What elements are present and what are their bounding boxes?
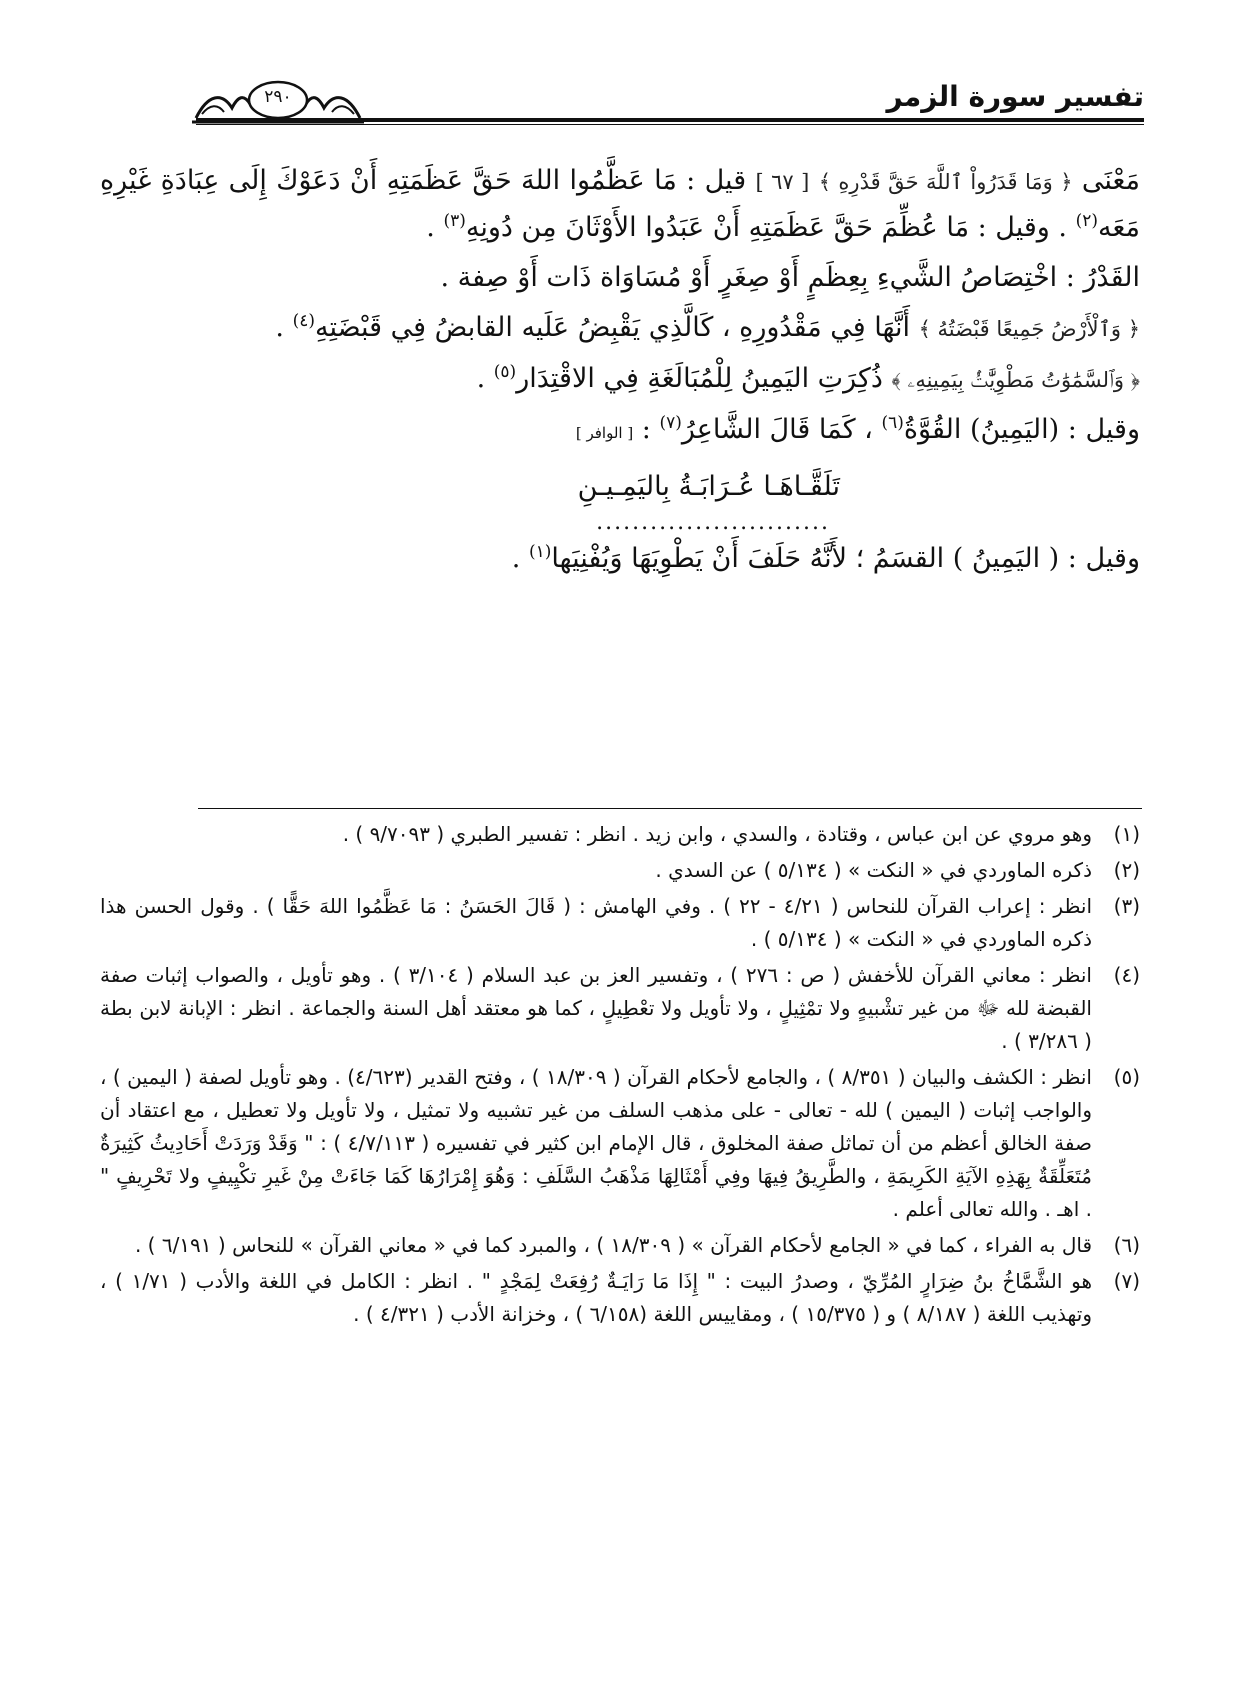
footnote-text: انظر : الكشف والبيان ( ٨/٣٥١ ) ، والجامع لأحكام القرآن ( ١٨/٣٠٩ ) ، وفتح القدير (٤/٦٢٣) . وهو تأويل لصفة ( اليمين ) ، والواجب إثبات ( اليمين ) لله - تعالى - على مذهب السلف من غير تشبيه ولا تمثيل ، ولا تأويل ولا تعطيل ، مع اعتقاد أن صفة الخالق أعظم من أن تماثل صفة المخلوق ، قال الإمام ابن كثير في تفسيره ( ٤/٧/١١٣ ) : " وَقَدْ وَرَدَتْ أَحَادِيثُ كَثِيرَةٌ مُتَعَلِّقَةٌ بِهَذِهِ الآيَةِ الكَرِيمَةِ ، والطَّرِيقُ فِيهَا وفِي أَمْثَالِهَا مَذْهَبُ السَّلَفِ : وَهُوَ إِمْرَارُهَا كَمَا جَاءَتْ مِنْ غَيرِ تكْيِيفٍ ولا تَحْرِيفٍ " . اهـ . والله تعالى أعلم . — [100, 1065, 1092, 1221]
poetry-half-verse: تَلَقَّـاهَـا عُـرَابَـةُ بِاليَمِـيـنِ — [577, 471, 840, 502]
paragraph-3 — [100, 305, 1140, 352]
footnote-ref[interactable]: (٢) — [1075, 211, 1099, 231]
footnote-text: ذكره الماوردي في « النكت » ( ٥/١٣٤ ) عن السدي . — [655, 858, 1092, 882]
meter-tag: [ الوافر ] — [575, 424, 634, 442]
text-segment: . — [426, 212, 435, 243]
main-text — [100, 158, 1140, 586]
footnote-text: قال به الفراء ، كما في « الجامع لأحكام القرآن » ( ١٨/٣٠٩ ) ، والمبرد كما في « معاني القرآن » للنحاس ( ٦/١٩١ ) . — [134, 1233, 1092, 1257]
footnotes — [100, 818, 1140, 1334]
footnote-ref[interactable]: (٦) — [881, 413, 904, 433]
footnote — [100, 818, 1140, 851]
footnote-number: (١) — [1113, 822, 1140, 846]
text-segment: . — [476, 363, 486, 394]
footnote-number: (٧) — [1113, 1269, 1140, 1293]
poetry-omission — [100, 510, 1140, 536]
text-segment: : — [641, 414, 651, 445]
paragraph-4 — [100, 356, 1140, 403]
text-segment: ، كَمَا قَالَ الشَّاعِرُ — [681, 414, 873, 445]
footnote — [100, 1061, 1140, 1226]
footnote-text: هو الشَّمَّاخُ بنُ ضِرَارٍ المُرِّيّ ، وصدرُ البيت : " إِذَا مَا رَايَـةٌ رُفِعَتْ لِمَجْدٍ " . انظر : الكامل في اللغة والأدب ( ١/٧١ ) ، وتهذيب اللغة ( ٨/١٨٧ ) و ( ١٥/٣٧٥ ) ، ومقاييس اللغة (٦/١٥٨ ) ، وخزانة الأدب ( ٤/٣٢١ ) . — [100, 1269, 1092, 1326]
footnote — [100, 890, 1140, 956]
footnote-text: انظر : معاني القرآن للأخفش ( ص : ٢٧٦ ) ، وتفسير العز بن عبد السلام ( ٣/١٠٤ ) . وهو تأويل ، والصواب إثبات صفة القبضة لله ﷻ من غير تشْبيهٍ ولا تمْثِيلٍ ، ولا تأويل ولا تعْطِيلٍ ، كما هو معتقد أهل السنة والجماعة . انظر : الإبانة لابن بطة ( ٣/٢٨٦ ) . — [100, 963, 1092, 1053]
quran-verse: ﴿ وَٱلْأَرْضُ جَمِيعًا قَبْضَتُهُ ﴾ — [918, 317, 1140, 341]
text-segment: أَنَّهَا فِي مَقْدُورِهِ ، كَالَّذِي يَقْبِضُ عَلَيه القابضُ فِي قَبْضَتِهِ — [315, 312, 910, 343]
text-segment: ذُكِرَتِ اليَمِينُ لِلْمُبَالَغَةِ فِي الاقْتِدَار — [516, 363, 883, 394]
text-segment: وقيل : (اليَمِينُ) القُوَّةُ — [903, 414, 1140, 445]
footnote-ref[interactable]: (١) — [528, 542, 552, 562]
footnote — [100, 959, 1140, 1058]
footnote-text: انظر : إعراب القرآن للنحاس ( ٤/٢١ - ٢٢ ) . وفي الهامش : ( قَالَ الحَسَنُ : مَا عَظَّمُوا اللهَ حَقًّا ) . وقول الحسن هذا ذكره الماوردي في « النكت » ( ٥/١٣٤ ) . — [100, 894, 1092, 951]
paragraph-1 — [100, 158, 1140, 251]
footnote — [100, 854, 1140, 887]
page-number: ٢٩٠ — [264, 87, 292, 107]
omission-dots: .......................... — [596, 510, 830, 535]
text-segment: مَعْنَى — [1081, 165, 1141, 196]
footnote-number: (٦) — [1113, 1233, 1140, 1257]
footnote-ref[interactable]: (٥) — [493, 362, 517, 382]
quran-verse: ﴿ وَٱلسَّمَٰوَٰتُ مَطْوِيَّٰتُۢ بِيَمِينِهِۦ ﴾ — [891, 368, 1140, 392]
text-segment: . — [275, 312, 284, 343]
footnote-separator — [198, 808, 1142, 809]
footnote-text: وهو مروي عن ابن عباس ، وقتادة ، والسدي ، وابن زيد . انظر : تفسير الطبري ( ٩/٧٠٩٣ ) . — [342, 822, 1092, 846]
footnote-number: (٥) — [1113, 1065, 1140, 1089]
footnote — [100, 1229, 1140, 1262]
text-segment: قيل : مَا عَظَّمُوا اللهَ حَقَّ عَظَمَتِهِ أَنْ دَعَوْكَ إِلَى عِبَادَةِ غَيْرِهِ مَعَه — [100, 165, 1140, 243]
footnote-ref[interactable]: (٣) — [443, 211, 466, 231]
text-segment: وقيل : ( اليَمِينُ ) القسَمُ ؛ لأَنَّهُ حَلَفَ أَنْ يَطْوِيَهَا وَيُفْنِيَها — [551, 543, 1140, 574]
paragraph-2: القَدْرُ : اخْتِصَاصُ الشَّيءِ بِعِظَمٍ أَوْ صِغَرٍ أَوْ مُسَاوَاة ذَات أَوْ صِفة . — [440, 262, 1140, 293]
footnote-number: (٢) — [1113, 858, 1140, 882]
verse-ref: [ ٦٧ ] — [755, 170, 810, 194]
text-segment: . وقيل : مَا عُظِّمَ حَقَّ عَظَمَتِهِ أَنْ عَبَدُوا الأَوْثَانَ مِن دُونِهِ — [465, 212, 1068, 243]
footnote — [100, 1265, 1140, 1331]
footnote-ref[interactable]: (٤) — [292, 311, 315, 331]
page-title: تفسير سورة الزمر — [886, 80, 1144, 113]
footnote-number: (٣) — [1113, 894, 1140, 918]
footnote-number: (٤) — [1113, 963, 1140, 987]
footnote-ref[interactable]: (٧) — [659, 413, 682, 433]
paragraph-5 — [100, 407, 1140, 456]
text-segment: . — [511, 543, 521, 574]
quran-verse: ﴿ وَمَا قَدَرُواْ ٱللَّهَ حَقَّ قَدْرِهِ ﴾ — [818, 170, 1073, 194]
